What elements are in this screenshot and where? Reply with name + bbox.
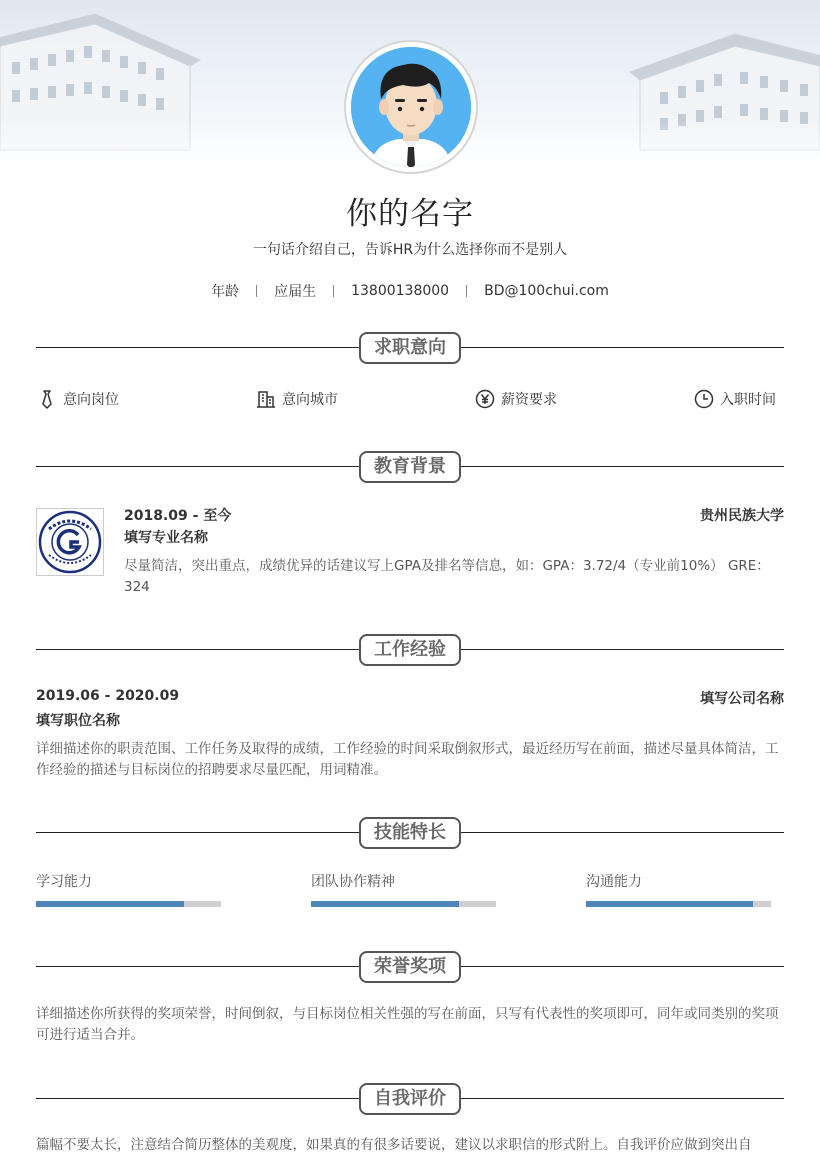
section-education	[36, 451, 784, 485]
self-description: 篇幅不要太长，注意结合简历整体的美观度，如果真的有很多话要说，建议以求职信的形式附上。自我评价应做到突出自	[36, 1137, 752, 1153]
skill-bar-fill	[36, 901, 184, 907]
candidate-name: 你的名字	[346, 196, 474, 232]
intent-position-label: 意向岗位	[63, 392, 119, 408]
section-title-intent: 求职意向	[359, 332, 461, 364]
skill-label: 沟通能力	[586, 874, 642, 890]
section-title-honors: 荣誉奖项	[359, 951, 461, 983]
education-major: 填写专业名称	[124, 530, 208, 546]
honors-description: 详细描述你所获得的奖项荣誉，时间倒叙，与目标岗位相关性强的写在前面，只写有代表性的奖项即可，同年或同类别的奖项可进行适当合并。	[36, 1006, 779, 1043]
intent-start	[693, 388, 776, 410]
section-self	[36, 1083, 784, 1117]
status-field: 应届生	[274, 284, 317, 300]
intent-position	[36, 388, 119, 410]
work-role: 填写职位名称	[36, 713, 120, 729]
avatar-illustration	[351, 47, 471, 167]
school-logo	[36, 508, 104, 576]
divider	[256, 285, 257, 297]
avatar	[346, 42, 476, 172]
intent-start-label: 入职时间	[720, 392, 776, 408]
skill-bar-fill	[311, 901, 459, 907]
clock-icon	[693, 388, 715, 410]
work-description: 详细描述你的职责范围、工作任务及取得的成绩，工作经验的时间采取倒叙形式，最近经历写在前面，描述尽量具体简洁，工作经验的描述与目标岗位的招聘要求尽量匹配，用词精准。	[36, 741, 779, 778]
section-work	[36, 634, 784, 668]
phone-field: 13800138000	[351, 283, 450, 299]
skill-bar	[36, 901, 221, 907]
education-date: 2018.09 - 至今	[124, 508, 232, 524]
skill-bar	[586, 901, 771, 907]
intent-city-label: 意向城市	[282, 392, 338, 408]
school-seal-icon	[37, 509, 103, 575]
skill-label: 学习能力	[36, 874, 92, 890]
section-title-skills: 技能特长	[359, 817, 461, 849]
section-intent	[36, 332, 784, 366]
divider	[333, 285, 334, 297]
candidate-motto: 一句话介绍自己，告诉HR为什么选择你而不是别人	[252, 242, 568, 258]
work-date: 2019.06 - 2020.09	[36, 688, 180, 704]
section-title-self: 自我评价	[359, 1083, 461, 1115]
section-title-education: 教育背景	[359, 451, 461, 483]
intent-city	[255, 388, 338, 410]
education-description: 尽量简洁，突出重点，成绩优异的话建议写上GPA及排名等信息，如：GPA：3.72/4（专业前10%） GRE：324	[124, 558, 770, 595]
intent-salary	[474, 388, 557, 410]
work-company: 填写公司名称	[700, 691, 784, 707]
skill-label: 团队协作精神	[311, 874, 395, 890]
contact-row	[0, 281, 820, 301]
divider	[466, 285, 467, 297]
yen-icon	[474, 388, 496, 410]
section-skills	[36, 817, 784, 851]
section-title-work: 工作经验	[359, 634, 461, 666]
skill-bar	[311, 901, 496, 907]
section-honors	[36, 951, 784, 985]
building-icon	[255, 388, 277, 410]
email-field: BD@100chui.com	[484, 283, 609, 299]
skill-bar-fill	[586, 901, 753, 907]
tie-icon	[36, 388, 58, 410]
education-school: 贵州民族大学	[700, 508, 784, 524]
intent-salary-label: 薪资要求	[501, 392, 557, 408]
age-field: 年龄	[211, 284, 240, 300]
